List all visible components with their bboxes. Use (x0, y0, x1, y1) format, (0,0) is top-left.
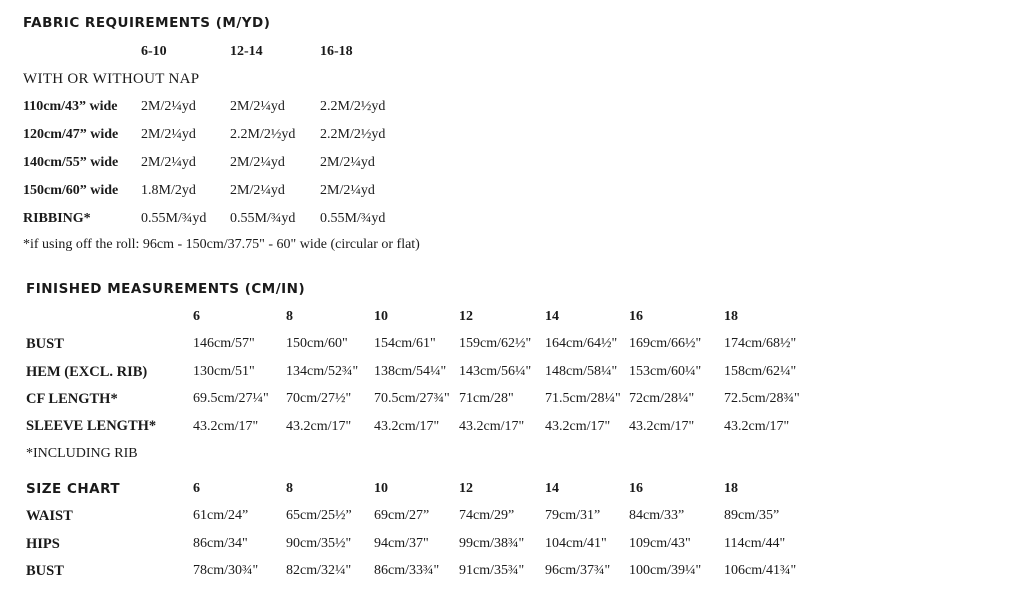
sizechart-size-header: 14 (545, 481, 559, 496)
finished-cell: 72.5cm/28¾" (724, 391, 800, 406)
finished-size-header: 18 (724, 309, 738, 324)
finished-cell: 146cm/57" (193, 336, 255, 351)
finished-cell: 70cm/27½" (286, 391, 352, 406)
finished-cell: 154cm/61" (374, 336, 436, 351)
fabric-cell: 2M/2¼yd (230, 99, 285, 114)
fabric-cell: 2.2M/2½yd (320, 99, 386, 114)
finished-cell: 130cm/51" (193, 364, 255, 379)
sizechart-cell: 94cm/37" (374, 536, 429, 551)
sizechart-cell: 89cm/35” (724, 508, 780, 523)
fabric-cell: 0.55M/¾yd (320, 211, 386, 226)
finished-cell: 43.2cm/17" (629, 419, 695, 434)
fabric-row-label: 140cm/55” wide (23, 155, 119, 170)
fabric-row-label: RIBBING* (23, 211, 91, 226)
finished-row-label: HEM (EXCL. RIB) (26, 364, 148, 380)
sizechart-row-label: BUST (26, 563, 64, 579)
fabric-size-header: 6-10 (141, 44, 167, 59)
fabric-cell: 2M/2¼yd (320, 155, 375, 170)
finished-cell: 143cm/56¼" (459, 364, 532, 379)
sizechart-size-header: 6 (193, 481, 200, 496)
finished-size-header: 10 (374, 309, 388, 324)
sizechart-size-header: 12 (459, 481, 473, 496)
finished-note: *INCLUDING RIB (26, 446, 138, 461)
sizechart-cell: 91cm/35¾" (459, 563, 525, 578)
fabric-cell: 0.55M/¾yd (230, 211, 296, 226)
finished-row-label: SLEEVE LENGTH* (26, 418, 157, 434)
sizechart-cell: 84cm/33” (629, 508, 685, 523)
fabric-cell: 2M/2¼yd (141, 127, 196, 142)
finished-cell: 43.2cm/17" (286, 419, 352, 434)
finished-size-header: 12 (459, 309, 473, 324)
sizechart-size-header: 10 (374, 481, 388, 496)
finished-cell: 158cm/62¼" (724, 364, 797, 379)
finished-size-header: 14 (545, 309, 559, 324)
finished-cell: 153cm/60¼" (629, 364, 702, 379)
sizechart-cell: 104cm/41" (545, 536, 607, 551)
sizechart-cell: 78cm/30¾" (193, 563, 259, 578)
fabric-cell: 2.2M/2½yd (230, 127, 296, 142)
fabric-row-label: 110cm/43” wide (23, 99, 118, 114)
fabric-note: *if using off the roll: 96cm - 150cm/37.75" - 60" wide (circular or flat) (23, 237, 420, 252)
fabric-cell: 2M/2¼yd (141, 99, 196, 114)
sizechart-cell: 86cm/33¾" (374, 563, 440, 578)
finished-heading: FINISHED MEASUREMENTS (CM/IN) (26, 281, 306, 297)
finished-cell: 71.5cm/28¼" (545, 391, 621, 406)
sizechart-cell: 69cm/27” (374, 508, 430, 523)
sizechart-cell: 100cm/39¼" (629, 563, 702, 578)
finished-cell: 164cm/64½" (545, 336, 618, 351)
finished-cell: 43.2cm/17" (724, 419, 790, 434)
sizechart-cell: 82cm/32¼" (286, 563, 352, 578)
finished-cell: 70.5cm/27¾" (374, 391, 450, 406)
sizechart-size-header: 8 (286, 481, 293, 496)
sizechart-row-label: HIPS (26, 536, 60, 552)
finished-cell: 159cm/62½" (459, 336, 532, 351)
finished-cell: 69.5cm/27¼" (193, 391, 269, 406)
sizechart-cell: 96cm/37¾" (545, 563, 611, 578)
finished-cell: 43.2cm/17" (374, 419, 440, 434)
finished-cell: 148cm/58¼" (545, 364, 618, 379)
fabric-cell: 2M/2¼yd (320, 183, 375, 198)
sizechart-cell: 86cm/34" (193, 536, 248, 551)
sizechart-heading: SIZE CHART (26, 481, 121, 497)
fabric-cell: 2.2M/2½yd (320, 127, 386, 142)
sizechart-row-label: WAIST (26, 508, 73, 524)
sizechart-cell: 90cm/35½" (286, 536, 352, 551)
sizechart-cell: 65cm/25½” (286, 508, 352, 523)
finished-cell: 150cm/60" (286, 336, 348, 351)
sizechart-size-header: 18 (724, 481, 738, 496)
finished-size-header: 8 (286, 309, 293, 324)
fabric-size-header: 12-14 (230, 44, 263, 59)
fabric-subheading: WITH OR WITHOUT NAP (23, 71, 200, 87)
finished-size-header: 6 (193, 309, 200, 324)
sizechart-cell: 106cm/41¾" (724, 563, 797, 578)
finished-cell: 43.2cm/17" (193, 419, 259, 434)
sizechart-cell: 61cm/24” (193, 508, 249, 523)
finished-cell: 71cm/28" (459, 391, 514, 406)
finished-cell: 134cm/52¾" (286, 364, 359, 379)
sizechart-cell: 74cm/29” (459, 508, 515, 523)
sizechart-cell: 109cm/43" (629, 536, 691, 551)
sizechart-cell: 79cm/31” (545, 508, 601, 523)
finished-cell: 43.2cm/17" (545, 419, 611, 434)
finished-row-label: BUST (26, 336, 64, 352)
sizechart-cell: 114cm/44" (724, 536, 786, 551)
fabric-cell: 2M/2¼yd (230, 155, 285, 170)
finished-cell: 43.2cm/17" (459, 419, 525, 434)
fabric-cell: 2M/2¼yd (230, 183, 285, 198)
fabric-size-header: 16-18 (320, 44, 353, 59)
finished-size-header: 16 (629, 309, 643, 324)
fabric-row-label: 150cm/60” wide (23, 183, 119, 198)
finished-cell: 138cm/54¼" (374, 364, 447, 379)
fabric-cell: 1.8M/2yd (141, 183, 196, 198)
fabric-heading: FABRIC REQUIREMENTS (M/YD) (23, 15, 271, 31)
finished-cell: 174cm/68½" (724, 336, 797, 351)
fabric-row-label: 120cm/47” wide (23, 127, 119, 142)
sizechart-cell: 99cm/38¾" (459, 536, 525, 551)
fabric-cell: 2M/2¼yd (141, 155, 196, 170)
finished-row-label: CF LENGTH* (26, 391, 118, 407)
fabric-cell: 0.55M/¾yd (141, 211, 207, 226)
sizechart-size-header: 16 (629, 481, 643, 496)
finished-cell: 72cm/28¼" (629, 391, 695, 406)
finished-cell: 169cm/66½" (629, 336, 702, 351)
